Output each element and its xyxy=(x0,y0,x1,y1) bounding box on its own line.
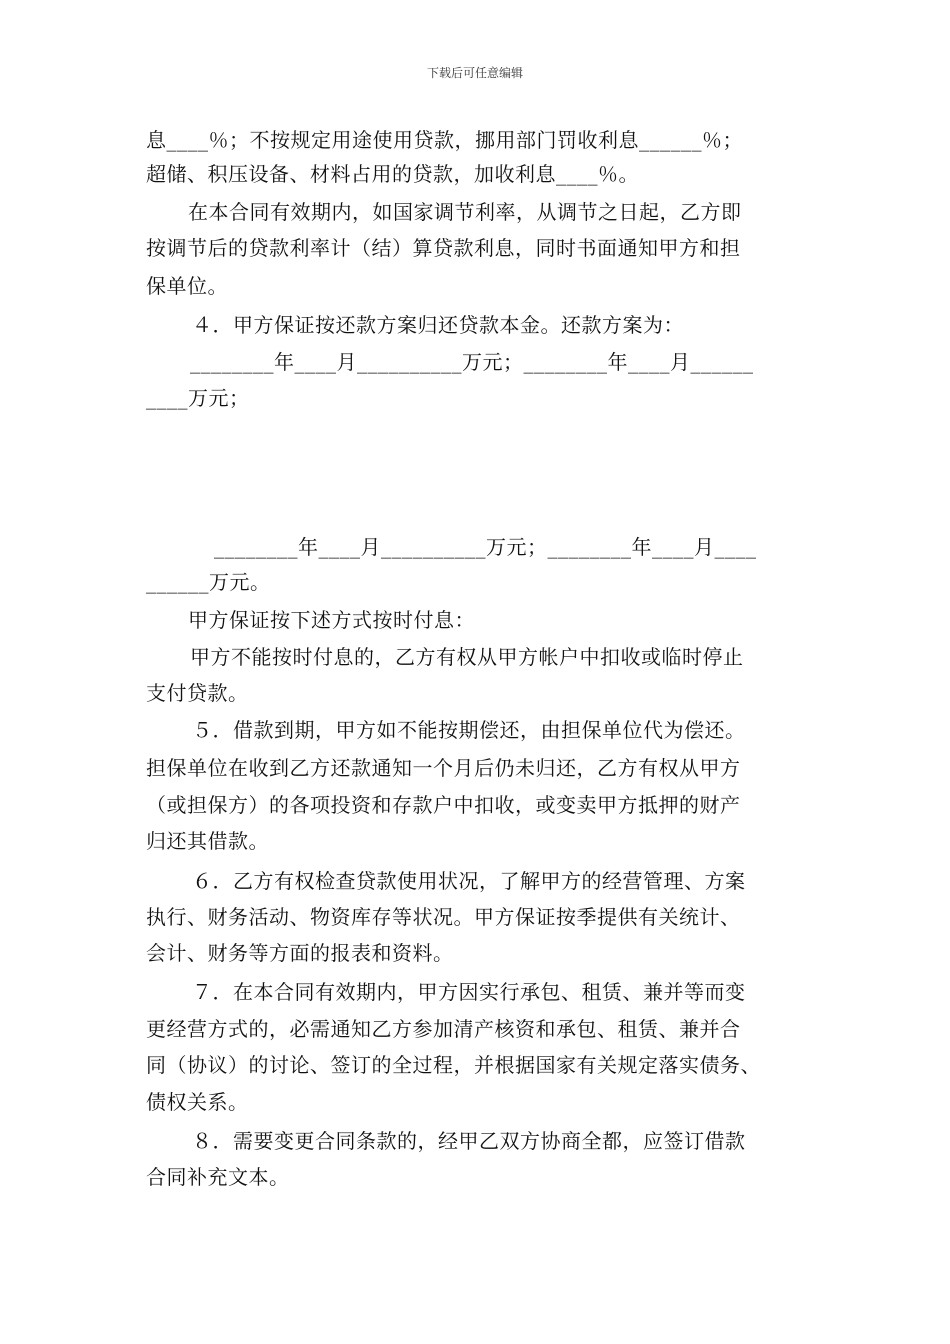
text-line: ６．乙方有权检查贷款使用状况，了解甲方的经营管理、方案 xyxy=(192,869,746,893)
text-line: 支付贷款。 xyxy=(146,681,249,705)
text-line: 按调节后的贷款利率计（结）算贷款利息，同时书面通知甲方和担 xyxy=(146,236,741,260)
text-line: 执行、财务活动、物资库存等状况。甲方保证按季提供有关统计、 xyxy=(146,905,741,929)
text-line: 息____％；不按规定用途使用贷款，挪用部门罚收利息______％； xyxy=(146,128,743,152)
text-line: 在本合同有效期内，如国家调节利率，从调节之日起，乙方即 xyxy=(188,200,742,224)
text-line: ______万元。 xyxy=(146,570,271,594)
text-line: 会计、财务等方面的报表和资料。 xyxy=(146,941,454,965)
text-line: （或担保方）的各项投资和存款户中扣收，或变卖甲方抵押的财产 xyxy=(146,793,741,817)
text-line: 甲方不能按时付息的，乙方有权从甲方帐户中扣收或临时停止 xyxy=(190,645,744,669)
text-line: 债权关系。 xyxy=(146,1090,249,1114)
text-line: 甲方保证按下述方式按时付息： xyxy=(188,608,475,632)
page-header: 下载后可任意编辑 xyxy=(426,66,523,80)
text-line: ７．在本合同有效期内，甲方因实行承包、租赁、兼并等而变 xyxy=(192,980,746,1004)
text-line: ８．需要变更合同条款的，经甲乙双方协商全都，应签订借款 xyxy=(192,1129,746,1153)
text-line: 超储、积压设备、材料占用的贷款，加收利息____％。 xyxy=(146,162,639,186)
text-line: 合同补充文本。 xyxy=(146,1165,290,1189)
text-line: 更经营方式的，必需通知乙方参加清产核资和承包、租赁、兼并合 xyxy=(146,1017,741,1041)
text-line: 归还其借款。 xyxy=(146,829,269,853)
text-line: ____万元； xyxy=(146,386,250,410)
text-line: 同（协议）的讨论、签订的全过程，并根据国家有关规定落实债务、 xyxy=(146,1053,761,1077)
text-line: ________年____月__________万元；________年____月____ xyxy=(214,535,757,559)
text-line: ________年____月__________万元；________年____月______ xyxy=(190,350,754,374)
text-line: 担保单位在收到乙方还款通知一个月后仍未归还，乙方有权从甲方 xyxy=(146,756,741,780)
text-line: ４．甲方保证按还款方案归还贷款本金。还款方案为： xyxy=(192,313,684,337)
text-line: 保单位。 xyxy=(146,274,228,298)
text-line: ５．借款到期，甲方如不能按期偿还，由担保单位代为偿还。 xyxy=(192,718,746,742)
